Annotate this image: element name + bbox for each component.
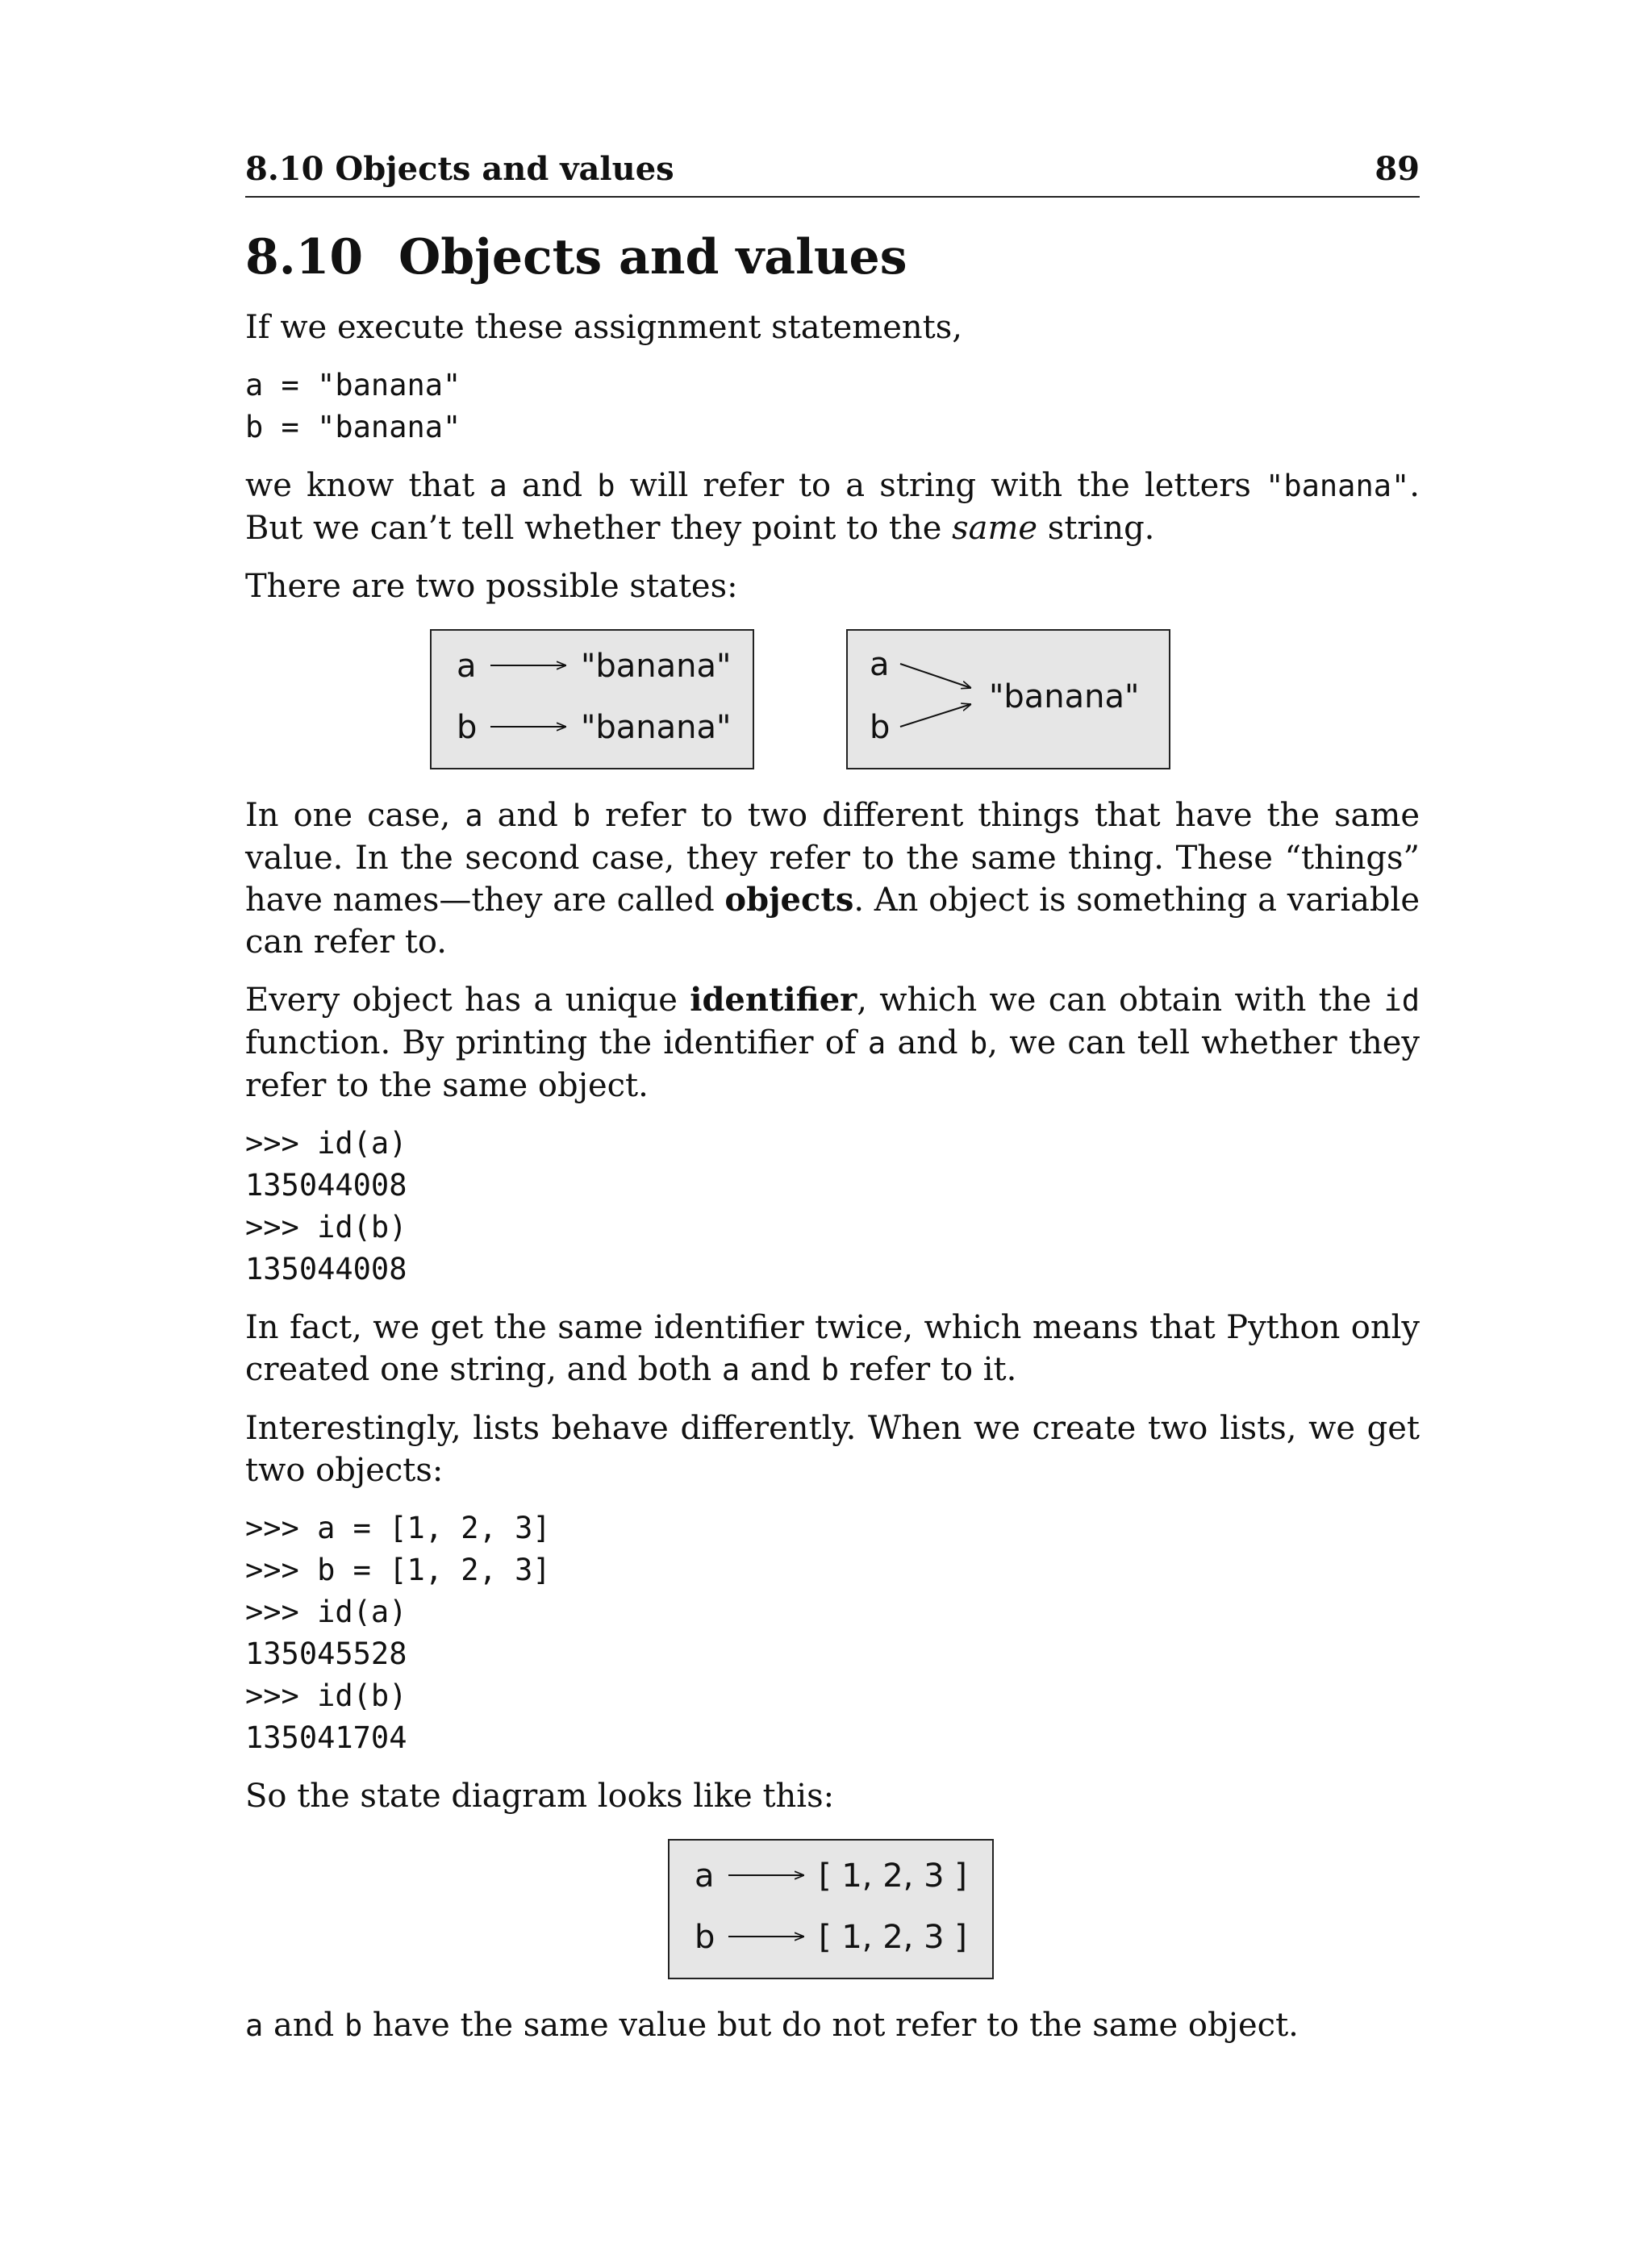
inline-code: a bbox=[867, 1026, 886, 1061]
inline-code: a bbox=[489, 469, 507, 503]
section-title: Objects and values bbox=[398, 229, 907, 286]
text-run: have the same value but do not refer to the same object. bbox=[362, 2007, 1299, 2044]
code-line: a = "banana" bbox=[245, 368, 461, 402]
paragraph-same-id bbox=[245, 1307, 1420, 1391]
code-line: 135044008 bbox=[245, 1252, 407, 1286]
page-number: 89 bbox=[1375, 150, 1420, 188]
running-head bbox=[245, 150, 1420, 198]
text-run: and bbox=[482, 797, 573, 834]
text-run: , we can tell whether they refer to the same object. bbox=[245, 1024, 1420, 1104]
text-run: refer to two different things that have the same value. In the second case, they refer to the same thing. These “things” have names—they are called bbox=[245, 797, 1420, 919]
text-run: and bbox=[740, 1351, 821, 1388]
diagram-value-a: [ 1, 2, 3 ] bbox=[819, 1857, 967, 1895]
paragraph-states: There are two possible states: bbox=[245, 568, 738, 605]
text-run: refer to it. bbox=[839, 1351, 1017, 1388]
diagram-var-a: a bbox=[695, 1857, 715, 1895]
code-line: 135045528 bbox=[245, 1637, 407, 1671]
text-run: will refer to a string with the letters bbox=[615, 467, 1266, 504]
bold-term: identifier bbox=[690, 981, 857, 1019]
inline-code: a bbox=[721, 1353, 740, 1387]
code-block-id-lists bbox=[245, 1507, 1420, 1759]
code-line: >>> a = [1, 2, 3] bbox=[245, 1511, 551, 1545]
page-content bbox=[245, 229, 1420, 2063]
paragraph-intro: If we execute these assignment statements, bbox=[245, 309, 962, 346]
inline-code: a bbox=[465, 798, 483, 833]
inline-code: "banana" bbox=[1266, 469, 1410, 503]
inline-code: b bbox=[820, 1353, 840, 1387]
diagram-var-b: b bbox=[457, 709, 478, 746]
state-diagram-pair bbox=[429, 628, 1236, 773]
code-block-id-strings bbox=[245, 1123, 1420, 1290]
diagram-var-b: b bbox=[695, 1919, 715, 1956]
diagram-var-a: a bbox=[457, 648, 477, 685]
emphasis: same bbox=[952, 510, 1038, 547]
diagram-value-a: "banana" bbox=[581, 648, 732, 685]
diagram-value-b: "banana" bbox=[581, 709, 732, 746]
code-line: 135041704 bbox=[245, 1720, 407, 1755]
paragraph-conclusion bbox=[245, 2004, 1420, 2047]
diagram-var-a: a bbox=[870, 646, 890, 683]
paragraph-lists: Interestingly, lists behave differently. When we create two lists, we get two objects: bbox=[245, 1410, 1420, 1489]
inline-code: a bbox=[245, 2008, 264, 2043]
bold-term: objects bbox=[724, 881, 854, 919]
text-run: and bbox=[886, 1024, 970, 1061]
inline-code: b bbox=[969, 1026, 988, 1061]
inline-code: b bbox=[597, 469, 615, 503]
text-run: string. bbox=[1037, 510, 1155, 547]
paragraph-identifier bbox=[245, 979, 1420, 1107]
text-run: . But we can’t tell whether they point to the bbox=[245, 467, 1420, 547]
text-run: we know that bbox=[245, 467, 490, 504]
state-diagram-list bbox=[667, 1838, 998, 1983]
code-line: b = "banana" bbox=[245, 410, 461, 444]
text-run: . An object is something a variable can refer to. bbox=[245, 882, 1420, 961]
inline-code: b bbox=[572, 798, 591, 833]
section-heading bbox=[245, 229, 1420, 286]
diagram-shared-value: "banana" bbox=[989, 678, 1140, 715]
paragraph-state-diagram: So the state diagram looks like this: bbox=[245, 1778, 835, 1815]
text-run: and bbox=[263, 2007, 344, 2044]
text-run: In fact, we get the same identifier twice, which means that Python only created one string, and both bbox=[245, 1309, 1420, 1388]
inline-code: b bbox=[344, 2008, 363, 2043]
state-diagram-lists bbox=[245, 1838, 1420, 1983]
text-run: In one case, bbox=[245, 797, 465, 834]
text-run: and bbox=[507, 467, 598, 504]
text-run: function. By printing the identifier of bbox=[245, 1024, 868, 1061]
running-head-title: 8.10 Objects and values bbox=[245, 150, 674, 188]
code-line: 135044008 bbox=[245, 1168, 407, 1203]
paragraph-banana bbox=[245, 465, 1420, 549]
code-line: >>> b = [1, 2, 3] bbox=[245, 1553, 551, 1587]
code-block-assignments bbox=[245, 365, 1420, 448]
text-run: Every object has a unique bbox=[245, 982, 690, 1019]
code-line: >>> id(a) bbox=[245, 1595, 407, 1629]
paragraph-objects bbox=[245, 794, 1420, 963]
diagram-value-b: [ 1, 2, 3 ] bbox=[819, 1919, 967, 1956]
inline-code: id bbox=[1383, 983, 1420, 1018]
code-line: >>> id(b) bbox=[245, 1678, 407, 1713]
state-diagrams-strings bbox=[245, 628, 1420, 773]
text-run: , which we can obtain with the bbox=[857, 982, 1384, 1019]
section-number: 8.10 bbox=[245, 229, 364, 286]
diagram-var-b: b bbox=[870, 709, 891, 746]
code-line: >>> id(b) bbox=[245, 1210, 407, 1245]
code-line: >>> id(a) bbox=[245, 1126, 407, 1161]
